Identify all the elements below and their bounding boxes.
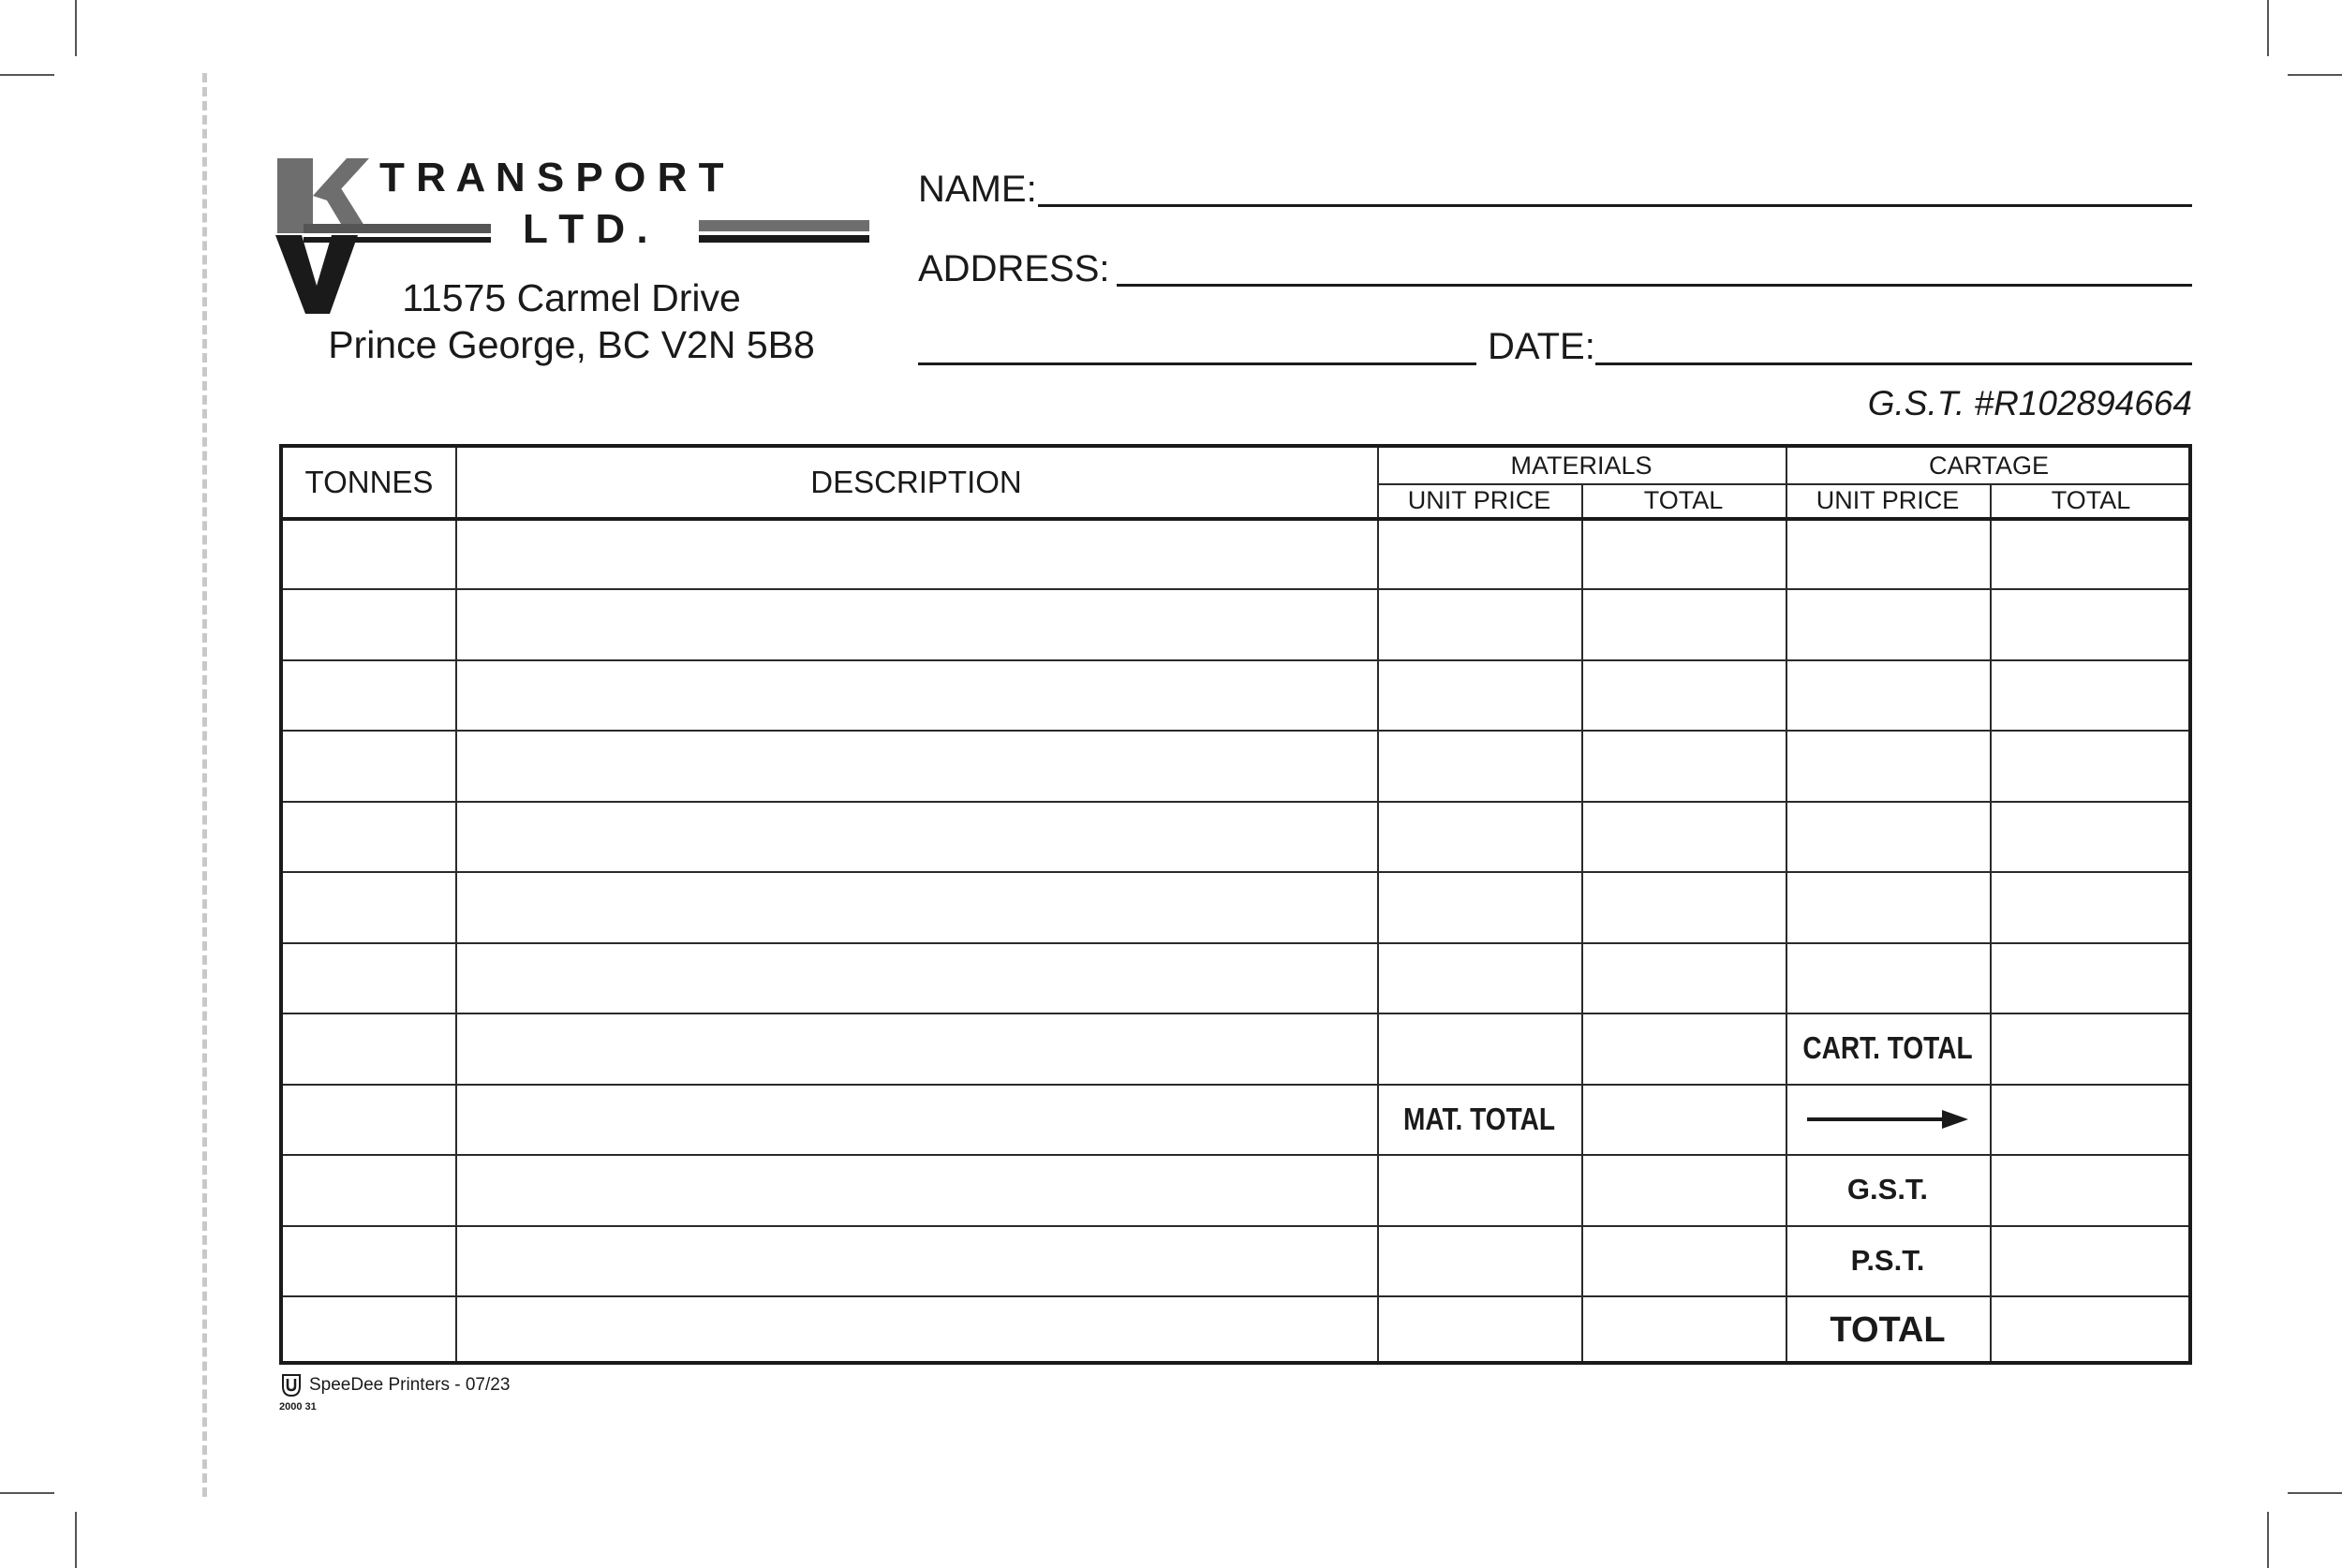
column-divider: [1377, 448, 1379, 1361]
row-divider: [283, 942, 2188, 944]
cart-total-label: CART. TOTAL: [1802, 1030, 1973, 1065]
grand-total-label: TOTAL: [1830, 1309, 1946, 1350]
row-divider: [283, 659, 2188, 661]
company-name-ltd: L T D .: [523, 206, 648, 252]
gst-registration-number: G.S.T. #R102894664: [1867, 384, 2192, 422]
date-field[interactable]: [1595, 362, 2192, 365]
header-description: DESCRIPTION: [810, 465, 1022, 499]
crop-mark: [0, 74, 54, 76]
address-label: ADDRESS:: [918, 248, 1110, 289]
header-mat-unit-price: UNIT PRICE: [1407, 485, 1551, 514]
name-label: NAME:: [918, 169, 1037, 210]
form-code: 2000 31: [279, 1401, 317, 1413]
gst-label: G.S.T.: [1846, 1173, 1929, 1206]
union-bug-icon: [281, 1373, 302, 1398]
address-field[interactable]: [1117, 284, 2192, 287]
printer-name: SpeeDee Printers - 07/23: [309, 1375, 511, 1395]
column-divider: [1990, 483, 1992, 1361]
perforation-line: [202, 73, 207, 1497]
pst-label: P.S.T.: [1850, 1243, 1925, 1277]
company-address-line2: Prince George, BC V2N 5B8: [328, 323, 815, 366]
company-address-line1: 11575 Carmel Drive: [402, 276, 741, 319]
name-field[interactable]: [1038, 204, 2192, 207]
arrow-right-icon: [1786, 1084, 1990, 1154]
crop-mark: [2288, 1492, 2342, 1494]
header-tonnes: TONNES: [304, 465, 434, 499]
crop-mark: [2267, 0, 2269, 56]
date-label: DATE:: [1488, 326, 1595, 367]
column-divider: [455, 448, 457, 1361]
row-divider: [283, 588, 2188, 590]
crop-mark: [75, 0, 77, 56]
printer-credit: [281, 1373, 510, 1398]
header-cart-total: TOTAL: [2051, 485, 2131, 514]
row-divider: [283, 801, 2188, 803]
invoice-table: [279, 444, 2192, 1365]
mat-total-label: MAT. TOTAL: [1402, 1101, 1556, 1136]
header-cartage: CARTAGE: [1928, 451, 2050, 480]
company-name-transport: T R A N S P O R T: [379, 155, 724, 200]
header-materials: MATERIALS: [1510, 451, 1653, 480]
header-mat-total: TOTAL: [1643, 485, 1724, 514]
column-divider: [1581, 483, 1583, 1361]
header-bottom-rule: [283, 517, 2188, 521]
header-cart-unit-price: UNIT PRICE: [1816, 485, 1960, 514]
row-divider: [283, 730, 2188, 732]
crop-mark: [0, 1492, 54, 1494]
crop-mark: [2267, 1512, 2269, 1568]
crop-mark: [75, 1512, 77, 1568]
row-divider: [283, 871, 2188, 873]
crop-mark: [2288, 74, 2342, 76]
signature-field[interactable]: [918, 362, 1476, 365]
